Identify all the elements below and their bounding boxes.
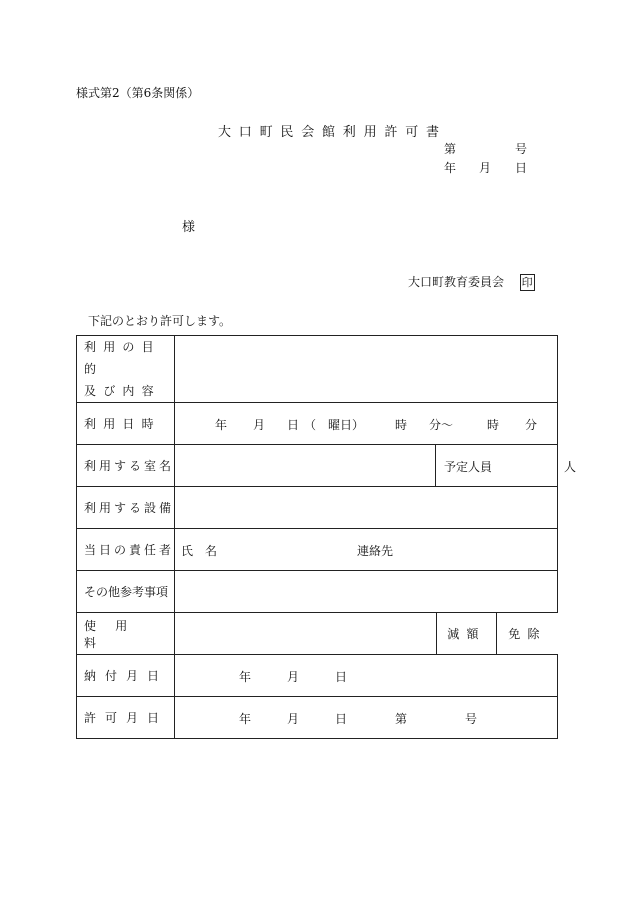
usage-day: 日 (287, 418, 300, 432)
payment-year: 年 (239, 670, 252, 684)
attendees-unit: 人 (564, 460, 577, 474)
label-purpose-line1: 利用の目的 (84, 340, 161, 376)
number-suffix: 号 (515, 142, 528, 156)
row-equipment (77, 487, 558, 529)
permit-month: 月 (287, 712, 300, 726)
form-reference: 様式第2（第6条関係） (76, 86, 200, 100)
fee-reduction-option[interactable]: 減額 (436, 613, 497, 654)
usage-end-hour: 時 (487, 418, 500, 432)
row-payment-date (77, 655, 558, 697)
row-fee (77, 613, 558, 655)
label-other: その他参考事項 (77, 571, 175, 613)
field-responsible[interactable] (175, 529, 558, 571)
attendees-label: 予定人員 (444, 460, 493, 474)
field-permit-date[interactable] (175, 697, 558, 739)
usage-start-minute: 分〜 (429, 418, 454, 432)
field-room[interactable] (175, 445, 436, 487)
usage-end-minute: 分 (525, 418, 538, 432)
date-day: 日 (515, 161, 528, 175)
field-other[interactable] (175, 571, 558, 613)
label-purpose (77, 336, 175, 403)
label-usage-datetime: 利用日時 (77, 403, 175, 445)
seal-mark: 印 (521, 276, 533, 289)
permit-day: 日 (335, 712, 348, 726)
label-payment-date: 納付月日 (77, 655, 175, 697)
responsible-contact-label: 連絡先 (357, 544, 394, 558)
row-permit-date (77, 697, 558, 739)
field-equipment[interactable] (175, 487, 558, 529)
usage-weekday: （ 曜日） (304, 418, 365, 432)
fee-exemption-option[interactable]: 免除 (508, 627, 547, 641)
issuer-block (408, 273, 535, 291)
field-payment-date[interactable] (175, 655, 558, 697)
row-other (77, 571, 558, 613)
usage-month: 月 (253, 418, 266, 432)
permit-form-table (76, 335, 577, 739)
field-usage-datetime[interactable] (175, 403, 558, 445)
row-responsible (77, 529, 558, 571)
row-room (77, 445, 558, 487)
label-equipment: 利用する設備 (77, 487, 175, 529)
permit-number-prefix: 第 (395, 712, 408, 726)
date-month: 月 (479, 161, 492, 175)
usage-year: 年 (215, 418, 228, 432)
permit-year: 年 (239, 712, 252, 726)
payment-month: 月 (287, 670, 300, 684)
field-attendees[interactable] (436, 445, 577, 487)
document-title: 大口町民会館利用許可書 (218, 125, 447, 140)
label-responsible: 当日の責任者 (77, 529, 175, 571)
intro-text: 下記のとおり許可します。 (88, 314, 232, 328)
permit-number-suffix: 号 (465, 712, 478, 726)
payment-day: 日 (335, 670, 348, 684)
addressee-honorific: 様 (182, 220, 196, 235)
issuer-name: 大口町教育委員会 (408, 275, 505, 289)
usage-start-hour: 時 (395, 418, 408, 432)
label-room: 利用する室名 (77, 445, 175, 487)
label-purpose-line2: 及び内容 (84, 384, 161, 398)
fee-options (447, 613, 558, 655)
field-purpose[interactable] (175, 336, 558, 403)
number-prefix: 第 (444, 142, 457, 156)
date-year: 年 (444, 161, 457, 175)
row-purpose (77, 336, 558, 403)
label-fee: 使用料 (77, 613, 175, 655)
row-usage-datetime (77, 403, 558, 445)
responsible-name-label: 氏 名 (181, 544, 218, 558)
label-permit-date: 許可月日 (77, 697, 175, 739)
